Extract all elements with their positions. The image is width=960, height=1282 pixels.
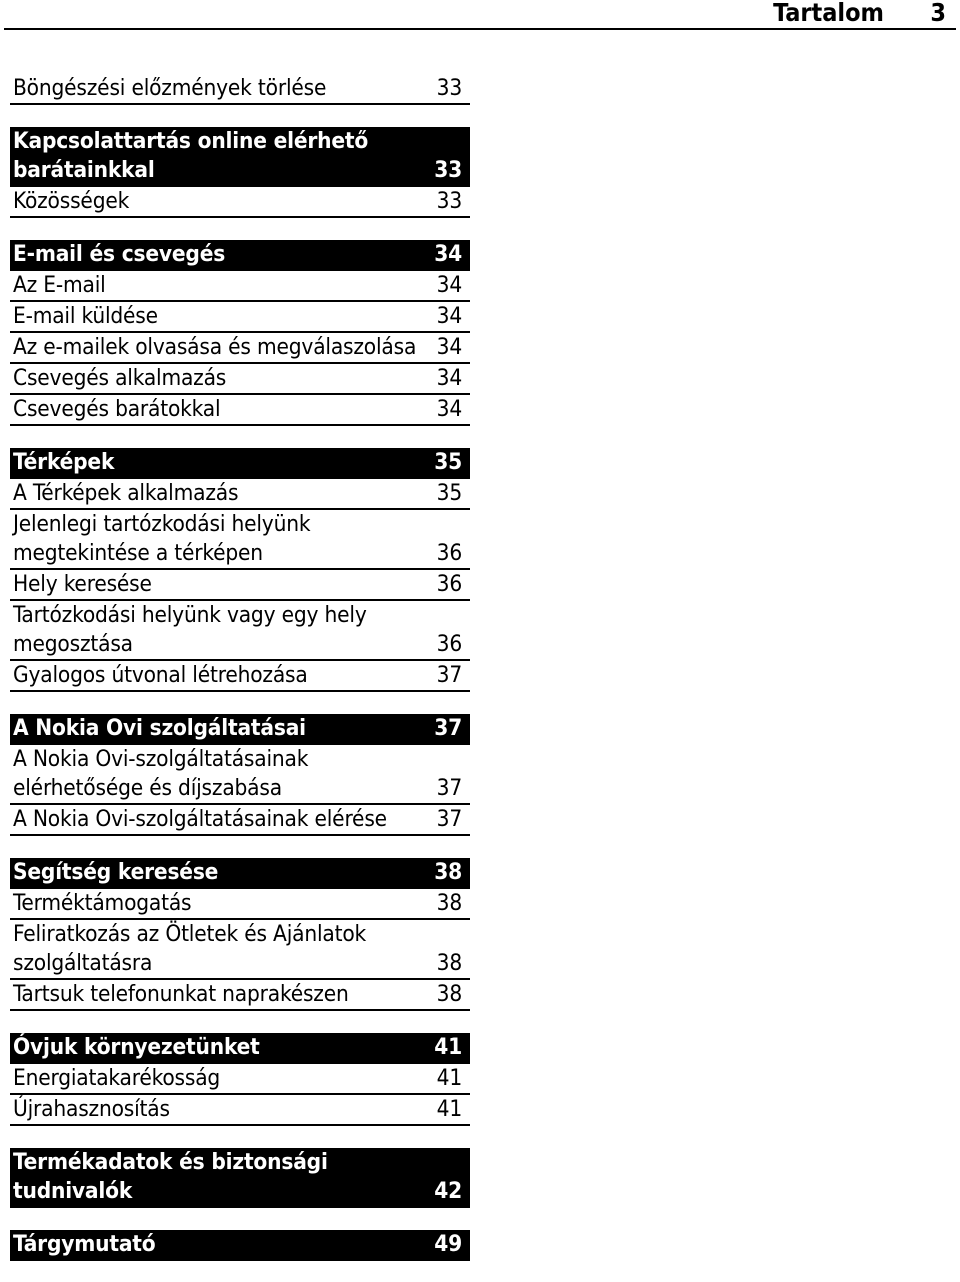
page-header — [4, 0, 956, 30]
toc-entry-label: Térképek — [13, 449, 115, 475]
toc-entry-label: Termékadatok és biztonsági tudnivalók — [13, 1149, 328, 1204]
toc-entry[interactable] — [10, 661, 470, 692]
toc-entry-page: 35 — [436, 480, 462, 506]
header-page-number: 3 — [930, 0, 946, 27]
toc-entry-page: 37 — [436, 775, 462, 801]
toc-entry[interactable] — [10, 920, 470, 980]
toc-entry-page: 36 — [436, 631, 462, 657]
toc-entry-page: 33 — [434, 157, 462, 183]
toc-section-heading[interactable] — [10, 858, 470, 889]
toc-entry-page: 38 — [434, 859, 462, 885]
toc-entry-label: Energiatakarékosság — [13, 1065, 221, 1091]
toc-entry[interactable] — [10, 889, 470, 920]
toc-entry[interactable] — [10, 364, 470, 395]
toc-entry-label: Tartózkodási helyünk vagy egy hely megosztása — [13, 602, 367, 657]
toc-entry-label: Jelenlegi tartózkodási helyünk megtekintése a térképen — [13, 511, 311, 566]
toc-entry-label: Tartsuk telefonunkat naprakészen — [13, 981, 349, 1007]
toc-entry-label: Az E-mail — [13, 272, 106, 298]
toc-entry-page: 34 — [436, 303, 462, 329]
toc-entry-page: 37 — [434, 715, 462, 741]
toc-entry-page: 42 — [434, 1178, 462, 1204]
toc-section-heading[interactable] — [10, 448, 470, 479]
toc-entry-page: 34 — [434, 241, 462, 267]
toc-entry[interactable] — [10, 510, 470, 570]
toc-entry-page: 37 — [436, 806, 462, 832]
toc-entry-label: Terméktámogatás — [13, 890, 192, 916]
toc-entry-label: A Nokia Ovi szolgáltatásai — [13, 715, 306, 741]
toc-entry-page: 49 — [434, 1231, 462, 1257]
header-title: Tartalom — [773, 0, 884, 27]
toc-entry-label: Közösségek — [13, 188, 130, 214]
toc-entry-label: Óvjuk környezetünket — [13, 1034, 260, 1060]
toc-entry-page: 34 — [436, 365, 462, 391]
toc-entry-label: Csevegés barátokkal — [13, 396, 221, 422]
toc-entry[interactable] — [10, 980, 470, 1011]
toc-entry-label: Az e-mailek olvasása és megválaszolása — [13, 334, 417, 360]
toc-entry[interactable] — [10, 302, 470, 333]
toc-entry[interactable] — [10, 1095, 470, 1126]
toc-entry-page: 34 — [436, 396, 462, 422]
toc-entry[interactable] — [10, 74, 470, 105]
toc-section-heading[interactable] — [10, 1033, 470, 1064]
toc-entry-page: 34 — [436, 272, 462, 298]
toc-entry-label: Tárgymutató — [13, 1231, 156, 1257]
toc-entry-label: Hely keresése — [13, 571, 152, 597]
toc-entry[interactable] — [10, 187, 470, 218]
toc-entry-label: Kapcsolattartás online elérhető barátainkkal — [13, 128, 369, 183]
toc-entry-label: A Nokia Ovi-szolgáltatásainak elérése — [13, 806, 387, 832]
toc-entry-label: Feliratkozás az Ötletek és Ajánlatok szolgáltatásra — [13, 921, 367, 976]
toc-entry[interactable] — [10, 805, 470, 836]
table-of-contents — [10, 74, 470, 1261]
toc-entry[interactable] — [10, 601, 470, 661]
toc-entry-label: Segítség keresése — [13, 859, 219, 885]
toc-entry-page: 41 — [436, 1096, 462, 1122]
toc-entry-label: Böngészési előzmények törlése — [13, 75, 327, 101]
toc-entry-label: A Nokia Ovi-szolgáltatásainak elérhetősége és díjszabása — [13, 746, 309, 801]
toc-section-heading[interactable] — [10, 1148, 470, 1208]
toc-section-heading[interactable] — [10, 127, 470, 187]
toc-entry-page: 36 — [436, 540, 462, 566]
toc-entry[interactable] — [10, 1064, 470, 1095]
toc-section-heading[interactable] — [10, 240, 470, 271]
toc-entry-page: 33 — [436, 75, 462, 101]
toc-entry[interactable] — [10, 271, 470, 302]
toc-entry-label: E-mail és csevegés — [13, 241, 226, 267]
toc-entry-page: 36 — [436, 571, 462, 597]
toc-section-heading[interactable] — [10, 714, 470, 745]
toc-entry-page: 33 — [436, 188, 462, 214]
toc-entry[interactable] — [10, 570, 470, 601]
toc-entry-page: 35 — [434, 449, 462, 475]
toc-entry[interactable] — [10, 479, 470, 510]
toc-entry-label: Gyalogos útvonal létrehozása — [13, 662, 308, 688]
toc-entry[interactable] — [10, 745, 470, 805]
toc-entry-label: Csevegés alkalmazás — [13, 365, 227, 391]
toc-entry-label: Újrahasznosítás — [13, 1096, 170, 1122]
toc-entry-page: 41 — [434, 1034, 462, 1060]
toc-entry-page: 38 — [436, 981, 462, 1007]
toc-entry-page: 38 — [436, 890, 462, 916]
toc-entry-page: 37 — [436, 662, 462, 688]
toc-entry[interactable] — [10, 333, 470, 364]
toc-entry-label: E-mail küldése — [13, 303, 158, 329]
toc-entry-page: 41 — [436, 1065, 462, 1091]
toc-entry-page: 34 — [436, 334, 462, 360]
toc-entry-page: 38 — [436, 950, 462, 976]
toc-entry-label: A Térképek alkalmazás — [13, 480, 239, 506]
toc-entry[interactable] — [10, 395, 470, 426]
toc-section-heading[interactable] — [10, 1230, 470, 1261]
